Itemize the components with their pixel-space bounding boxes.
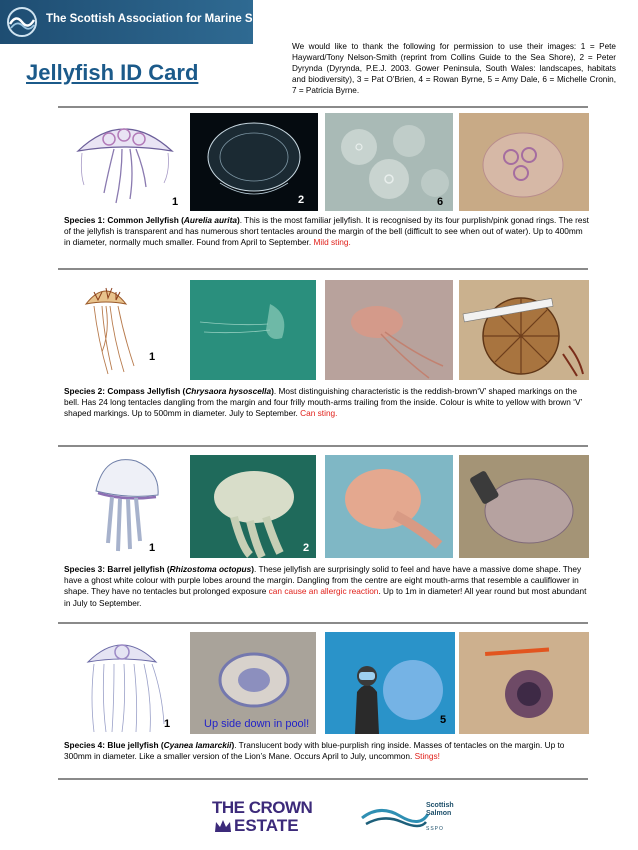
latin-name: Chrysaora hysoscella xyxy=(185,386,272,396)
page-title: Jellyfish ID Card xyxy=(26,60,199,85)
species3-description: Species 3: Barrel jellyfish (Rhizostoma octopus). These jellyfish are surprisingly solid to feel and have have a massive dome shape. They have a ghost white colour with purple lobes around the margin. Dangling from the centre are eight mouth-arms that resemble a cauliflower in shape. They have no tentacles but prolonged exposure can cause an allergic reaction. Up to 1m in diameter! All year round but most abundant in July to September. xyxy=(64,564,587,608)
species4-photo-beach xyxy=(459,632,589,734)
species4-description: Species 4: Blue jellyfish (Cyanea lamarckii). Translucent body with blue-purplish ring inside. Masses of tentacles on the margin. Up to 300mm in diameter. Like a smaller version of the Lion’s Mane. Occurs April to July, uncommon. Stings! xyxy=(64,740,565,762)
crown-estate-line1: THE CROWN xyxy=(212,798,313,817)
species2-photo-underwater xyxy=(190,280,316,380)
species1-description: Species 1: Common Jellyfish (Aurelia aurita). This is the most familiar jellyfish. It is recognised by its four purplish/pink gonad rings. The rest of the jellyfish is transparent and has numerous short tentacles around the margin of the bell (difficult to see when out of water). Up to 400mm in diameter, normally much smaller. Found from April to September. Mild sting. xyxy=(64,215,589,248)
species3-photo-underwater xyxy=(190,455,316,558)
sting-warning: Stings! xyxy=(414,751,440,762)
species4-photo-diver xyxy=(325,632,455,734)
species2-illustration xyxy=(64,280,174,380)
species2-photo-beach-measured xyxy=(459,280,589,380)
photo-credit-number: 1 xyxy=(149,351,156,363)
sams-wave-logo-icon xyxy=(6,6,38,38)
common-name: Blue jellyfish xyxy=(107,740,159,750)
photo-credit-number: 1 xyxy=(172,196,179,208)
species-label: Species 2 xyxy=(64,386,103,396)
description-text: . Up to 1m in diameter! All year round but most abundant in July to September. xyxy=(64,586,587,608)
section-divider xyxy=(58,622,588,624)
description-text: . These jellyfish are surprisingly solid to feel and have have a massive dome shape. They have a ghost white colour with purple lobes around the margin. Dangling from the centre are eight mouth-arms that resemble a cauliflower in shape. They have no tentacles but prolonged exposure xyxy=(64,564,582,597)
crown-estate-line2: ESTATE xyxy=(234,816,299,835)
latin-name: Cyanea lamarckii xyxy=(163,740,232,750)
photo-credit-number: 1 xyxy=(164,718,171,730)
latin-name: Rhizostoma octopus xyxy=(169,564,252,574)
species2-photo-sandy xyxy=(325,280,453,380)
latin-name: Aurelia aurita xyxy=(183,215,237,225)
species-label: Species 4 xyxy=(64,740,103,750)
org-banner xyxy=(0,0,289,44)
section-divider xyxy=(58,268,588,270)
species2-description: Species 2: Compass Jellyfish (Chrysaora hysoscella). Most distinguishing characteristic is the reddish-brown‘V’ shaped markings on the bell. Has 24 long tentacles dangling from the margin and four frilly mouth-arms trailing from the inside. Colour is white to yellow with brown ‘V’ shaped markings. Up to 500mm in diameter. July to September. Can sting. xyxy=(64,386,583,419)
photo-credit-number: 2 xyxy=(298,194,305,206)
sting-warning: Mild sting. xyxy=(313,237,351,248)
common-name: Barrel jellyfish xyxy=(107,564,165,574)
sting-warning: Can sting. xyxy=(300,408,338,419)
species1-illustration xyxy=(64,113,186,211)
photo-credit-number: 5 xyxy=(440,714,447,726)
org-name: The Scottish Association for Marine Science xyxy=(46,13,289,25)
photo-caption: Up side down in pool! xyxy=(204,718,310,730)
crown-estate-logo xyxy=(212,798,322,838)
section-divider xyxy=(58,445,588,447)
common-name: Common Jellyfish xyxy=(107,215,179,225)
crown-icon xyxy=(214,818,232,834)
salmon-line1: Scottish xyxy=(426,802,454,809)
salmon-wave-icon xyxy=(360,804,430,832)
scottish-salmon-logo xyxy=(360,800,470,836)
species1-photo-swarm xyxy=(325,113,453,211)
description-text: . Most distinguishing characteristic is the reddish-brown‘V’ shaped markings on the bell. Has 24 long tentacles dangling from the margin and four frilly mouth-arms trailing from the inside. Colour is white to yellow with brown ‘V’ shaped markings. Up to 500mm in diameter. July to September. xyxy=(64,386,583,419)
common-name: Compass Jellyfish xyxy=(107,386,181,396)
salmon-line2: Salmon xyxy=(426,810,452,817)
photo-credit-number: 1 xyxy=(149,542,156,554)
salmon-line3: SSPO xyxy=(426,826,444,832)
section-divider xyxy=(58,106,588,108)
section-divider xyxy=(58,778,588,780)
image-acknowledgement: We would like to thank the following for permission to use their images: 1 = Pete Hayward/Tony Nelson-Smith (reprint from Collins Guide to the Sea Shore), 2 = Peter Dyrynda (Dyrynda, P.E.J. 2003. Gower Peninsula, South Wales: landscapes, habitats and biodiversity), 3 = Pat O’Brien, 4 = Rowan Byrne, 5 = Amy Dale, 6 = Michelle Cronin, 7 = Patricia Byrne. xyxy=(292,42,616,95)
description-text: . This is the most familiar jellyfish. It is recognised by its four purplish/pink gonad rings. The rest of the jellyfish is transparent and has numerous short tentacles around the margin of the bell (difficult to see when out of water). Up to 400mm in diameter, normally much smaller. Found from April to September. xyxy=(64,215,589,248)
photo-credit-number: 2 xyxy=(303,542,310,554)
photo-credit-number: 6 xyxy=(437,196,444,208)
species3-illustration xyxy=(64,455,174,558)
species1-photo-beach xyxy=(459,113,589,211)
species3-photo-beach xyxy=(459,455,589,558)
species-label: Species 1 xyxy=(64,215,103,225)
species-label: Species 3 xyxy=(64,564,103,574)
sting-warning: can cause an allergic reaction xyxy=(268,586,379,597)
species3-photo-blue-water xyxy=(325,455,453,558)
description-text: . Translucent body with blue-purplish ring inside. Masses of tentacles on the margin. Up to 300mm in diameter. Like a smaller version of the Lion’s Mane. Occurs April to July, uncommon. xyxy=(64,740,565,762)
